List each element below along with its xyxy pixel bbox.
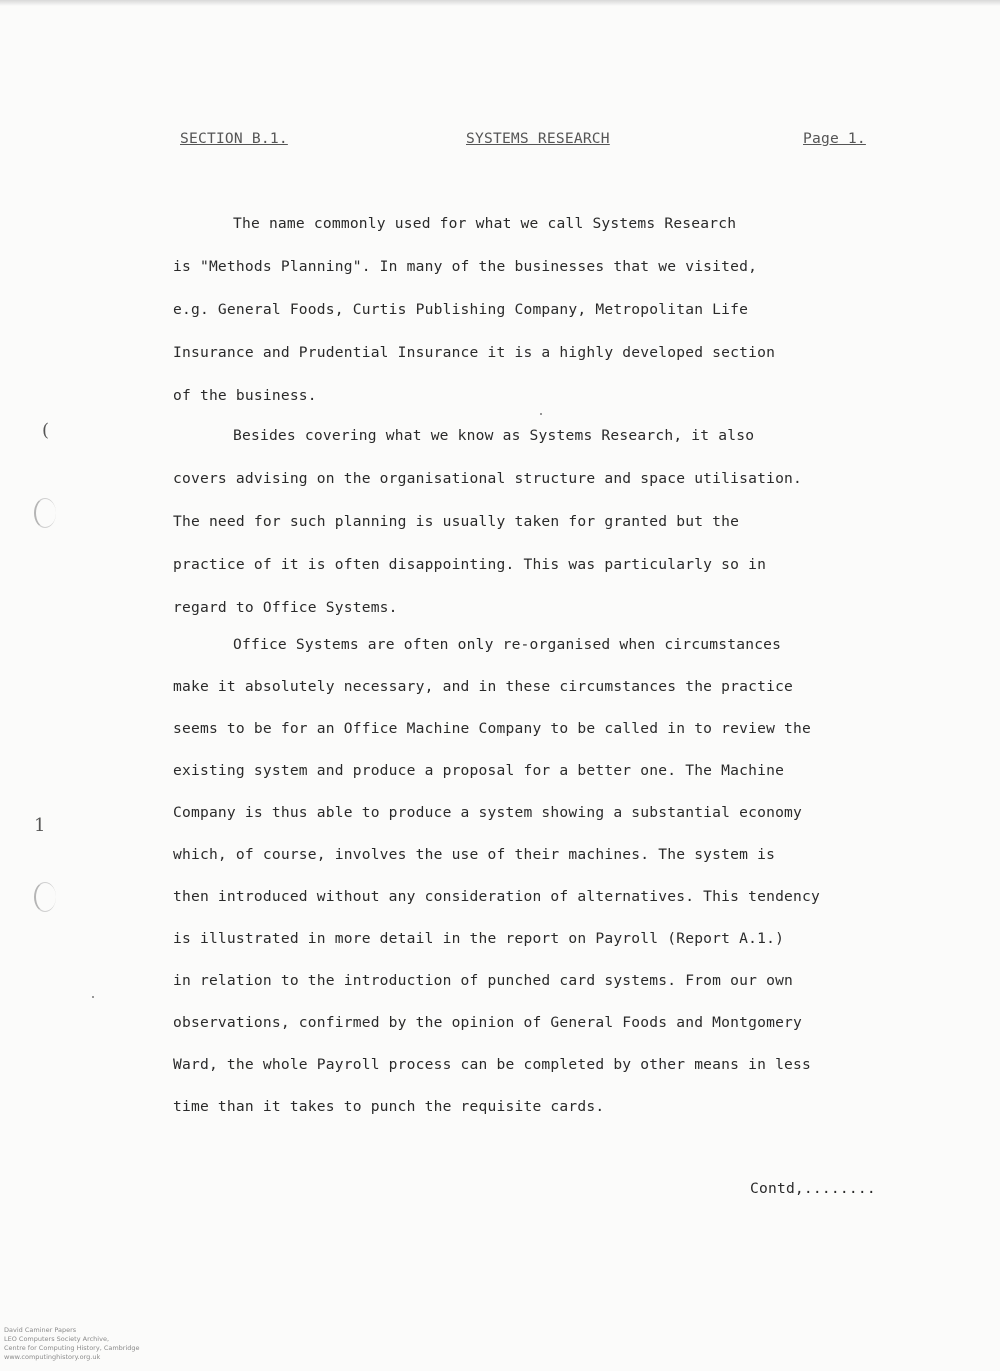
page-top-edge bbox=[0, 0, 1000, 6]
paper-speck bbox=[540, 413, 542, 415]
archive-stamp-line: LEO Computers Society Archive, bbox=[4, 1335, 110, 1343]
punch-hole bbox=[34, 882, 56, 912]
paragraph-line: in relation to the introduction of punched card systems. From our own bbox=[173, 972, 794, 989]
archive-stamp-line: www.computinghistory.org.uk bbox=[4, 1353, 101, 1361]
archive-stamp-line: David Caminer Papers bbox=[4, 1326, 77, 1334]
paragraph-line: regard to Office Systems. bbox=[173, 599, 398, 616]
section-label: SECTION B.1. bbox=[180, 130, 288, 147]
paragraph-line: Ward, the whole Payroll process can be completed by other means in less bbox=[173, 1056, 812, 1073]
archive-stamp-line: Centre for Computing History, Cambridge bbox=[4, 1344, 140, 1352]
paragraph-line: of the business. bbox=[173, 387, 317, 404]
document-title: SYSTEMS RESEARCH bbox=[466, 130, 610, 147]
paragraph-line: The need for such planning is usually taken for granted but the bbox=[173, 513, 740, 530]
archive-stamp bbox=[4, 1326, 140, 1362]
paragraph-line: seems to be for an Office Machine Company to be called in to review the bbox=[173, 720, 812, 737]
paper-speck bbox=[92, 996, 94, 998]
margin-bracket-mark: ( bbox=[42, 420, 50, 441]
continued-marker: Contd,........ bbox=[750, 1180, 876, 1197]
paragraph-line: Besides covering what we know as Systems Research, it also bbox=[233, 427, 755, 444]
paragraph-line: existing system and produce a proposal for a better one. The Machine bbox=[173, 762, 785, 779]
page-number: Page 1. bbox=[803, 130, 866, 147]
paragraph-line: is "Methods Planning". In many of the businesses that we visited, bbox=[173, 258, 758, 275]
margin-number-mark: 1 bbox=[34, 815, 46, 836]
paragraph-line: make it absolutely necessary, and in these circumstances the practice bbox=[173, 678, 794, 695]
punch-hole bbox=[34, 498, 56, 528]
paragraph-line: then introduced without any consideration of alternatives. This tendency bbox=[173, 888, 821, 905]
paragraph-line: e.g. General Foods, Curtis Publishing Company, Metropolitan Life bbox=[173, 301, 749, 318]
paragraph-line: which, of course, involves the use of their machines. The system is bbox=[173, 846, 776, 863]
page-header bbox=[0, 130, 1000, 154]
paragraph-line: covers advising on the organisational structure and space utilisation. bbox=[173, 470, 803, 487]
paragraph-line: practice of it is often disappointing. This was particularly so in bbox=[173, 556, 767, 573]
paragraph-line: observations, confirmed by the opinion of General Foods and Montgomery bbox=[173, 1014, 803, 1031]
paragraph-line: is illustrated in more detail in the report on Payroll (Report A.1.) bbox=[173, 930, 785, 947]
paragraph-line: Office Systems are often only re-organised when circumstances bbox=[233, 636, 782, 653]
paragraph-line: The name commonly used for what we call Systems Research bbox=[233, 215, 737, 232]
paragraph-line: Company is thus able to produce a system showing a substantial economy bbox=[173, 804, 803, 821]
paragraph-line: Insurance and Prudential Insurance it is a highly developed section bbox=[173, 344, 776, 361]
paragraph-line: time than it takes to punch the requisite cards. bbox=[173, 1098, 605, 1115]
